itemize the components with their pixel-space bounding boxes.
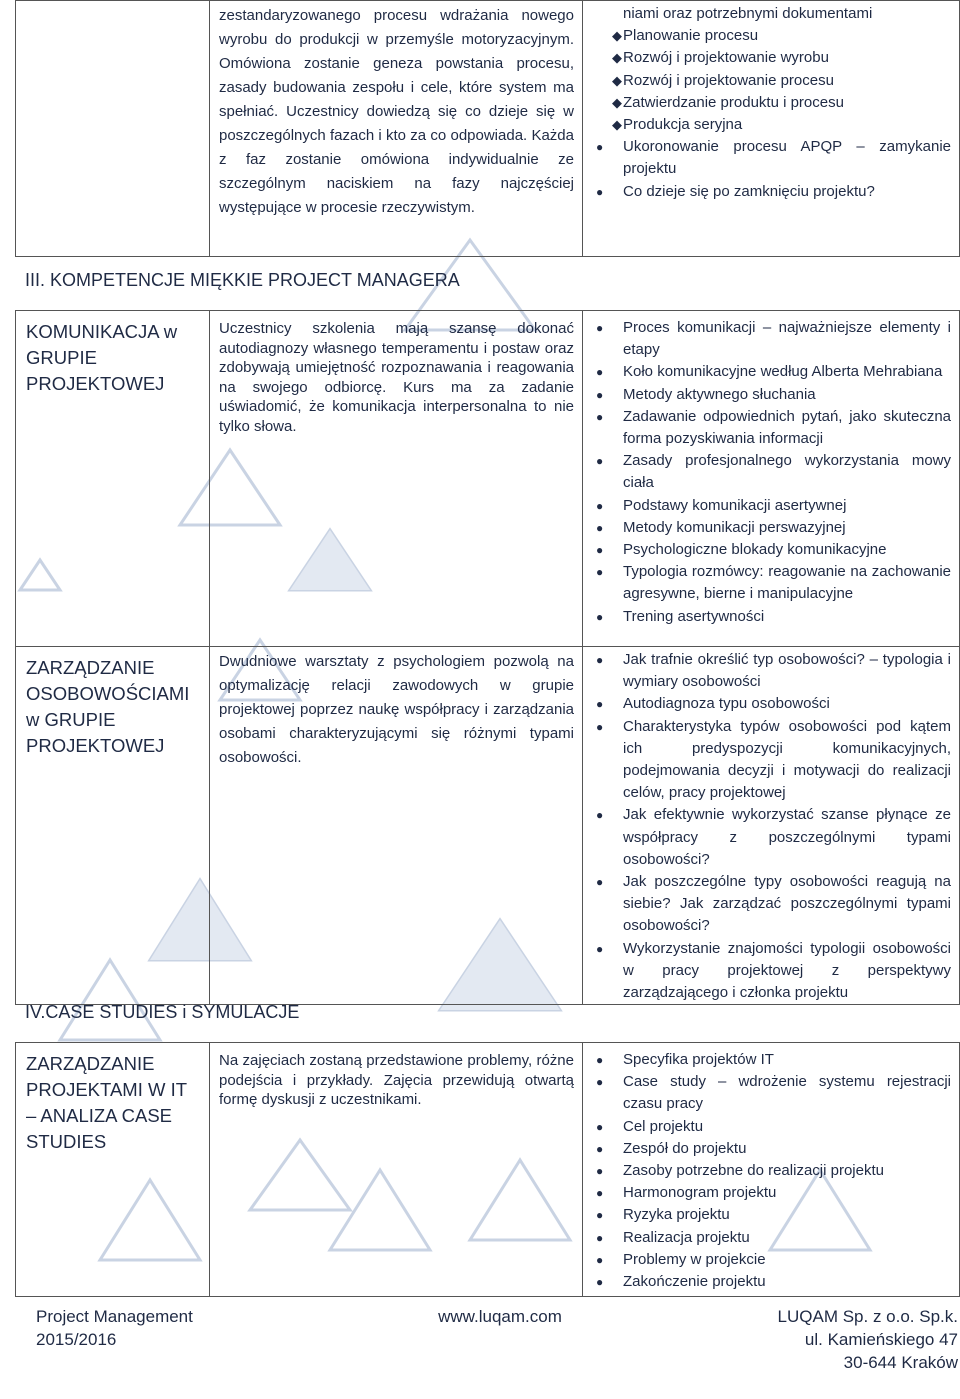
- bullet-icon: ●: [596, 697, 604, 712]
- topic-osobowosci: ZARZĄDZANIE OSOBOWOŚCIAMI w GRUPIE PROJEKTOWEJ: [26, 657, 190, 756]
- list-item: [583, 317, 951, 361]
- list-item: [583, 1249, 951, 1271]
- list-item: [583, 1116, 951, 1138]
- cell-description: [210, 647, 583, 1005]
- bullet-icon: ●: [596, 565, 604, 580]
- bullet-icon: ●: [596, 409, 604, 424]
- description-osobowosci: Dwudniowe warsztaty z psychologiem pozwolą na optymalizację relacji zawodowych w grupie projektowej poprzez naukę współpracy i zarządzania osobami charakteryzującymi się różnymi typami osobowości.: [219, 653, 574, 766]
- footer-center: [400, 1305, 600, 1328]
- bullet-icon: ●: [596, 875, 604, 890]
- top-subitems-list: [583, 25, 959, 136]
- list-item: [583, 406, 951, 450]
- list-item-text: Zadawanie odpowiednich pytań, jako skuteczna forma pozyskiwania informacji: [623, 407, 951, 448]
- list-item: [583, 1138, 951, 1160]
- bullet-icon: ●: [596, 1164, 604, 1179]
- list-item: [583, 561, 951, 605]
- footer-street: ul. Kamieńskiego 47: [804, 1330, 958, 1349]
- bullet-icon: ●: [596, 609, 604, 624]
- list-item-text: Typologia rozmówcy: reagowanie na zachowanie agresywne, bierne i manipulacyjne: [623, 563, 951, 603]
- items-osobowosci: [583, 647, 959, 1004]
- cell-description: [210, 311, 583, 647]
- list-item: [583, 361, 951, 383]
- top-lead-text: niami oraz potrzebnymi dokumentami: [623, 5, 873, 22]
- footer-right: [700, 1305, 958, 1374]
- bullet-icon: ●: [596, 1208, 604, 1223]
- list-item: [583, 1271, 951, 1293]
- list-item: [583, 693, 951, 715]
- list-item-text: Ukoronowanie procesu APQP – zamykanie projektu: [623, 138, 951, 178]
- bullet-icon: ●: [596, 543, 604, 558]
- cell-description: [210, 1043, 583, 1297]
- bullet-icon: ●: [596, 520, 604, 535]
- list-item-text: Metody komunikacji perswazyjnej: [623, 518, 846, 536]
- list-item: [583, 114, 951, 136]
- section-heading-iv: IV.CASE STUDIES i SYMULACJE: [25, 1002, 300, 1022]
- diamond-bullet-icon: ◆: [612, 117, 622, 133]
- section-heading-iii: III. KOMPETENCJE MIĘKKIE PROJECT MANAGERA: [25, 270, 460, 290]
- cell-topic: [16, 1043, 210, 1297]
- list-item: [583, 92, 951, 114]
- list-item-text: Jak trafnie określić typ osobowości? – typologia i wymiary osobowości: [623, 651, 951, 691]
- top-col1: [16, 1, 210, 257]
- list-item: [583, 1160, 951, 1182]
- footer-website-link[interactable]: www.luqam.com: [438, 1307, 562, 1326]
- list-item: [583, 136, 951, 180]
- bullet-icon: ●: [596, 387, 604, 402]
- list-item-text: Jak efektywnie wykorzystać szanse płynące ze współpracy z poszczególnymi typami osobowości?: [623, 806, 951, 868]
- section-iv-table: [15, 1042, 960, 1297]
- topic-it: ZARZĄDZANIE PROJEKTAMI W IT – ANALIZA CASE STUDIES: [26, 1053, 187, 1152]
- list-item: [583, 47, 951, 69]
- footer-left: [36, 1305, 236, 1351]
- bullet-icon: ●: [596, 454, 604, 469]
- cell-topic: [16, 647, 210, 1005]
- list-item-text: Koło komunikacyjne według Alberta Mehrabiana: [623, 363, 943, 381]
- list-item: [583, 517, 951, 539]
- description-komunikacja: Uczestnicy szkolenia mają szansę dokonać autodiagnozy własnego temperamentu i postaw oraz zdobywają umiejętność rozpoznawania i reagowania na swojego odbiorcę. Kurs ma za zadanie uświadomić, że komunikacja interpersonalna to nie tylko słowa.: [219, 320, 574, 435]
- description-it: Na zajęciach zostaną przedstawione problemy, różne podejścia i przykłady. Zajęcia przewidują otwartą formę dyskusji z uczestnikami.: [219, 1052, 574, 1108]
- list-item: [583, 1071, 951, 1115]
- list-item-text: Zakończenie projektu: [623, 1273, 766, 1291]
- list-item-text: Zasoby potrzebne do realizacji projektu: [623, 1162, 884, 1180]
- list-item: [583, 384, 951, 406]
- list-item: [583, 25, 951, 47]
- table-row: [16, 647, 960, 1005]
- diamond-bullet-icon: ◆: [612, 72, 622, 88]
- list-item-text: Planowanie procesu: [623, 27, 759, 45]
- bullet-icon: ●: [596, 321, 604, 335]
- list-item-text: Co dzieje się po zamknięciu projektu?: [623, 182, 875, 200]
- footer-project-management: Project Management: [36, 1307, 193, 1326]
- list-item: [583, 716, 951, 805]
- list-item-text: Harmonogram projektu: [623, 1184, 777, 1202]
- bullet-icon: ●: [596, 1230, 604, 1245]
- list-item-text: Produkcja seryjna: [623, 116, 743, 134]
- bullet-icon: ●: [596, 1141, 604, 1156]
- list-item: [583, 539, 951, 561]
- list-item-text: Rozwój i projektowanie procesu: [623, 71, 834, 89]
- bullet-icon: ●: [596, 719, 604, 734]
- list-item-text: Ryzyka projektu: [623, 1206, 730, 1224]
- list-item-text: Realizacja projektu: [623, 1228, 750, 1246]
- top-items-list: [583, 136, 959, 203]
- bullet-icon: ●: [596, 1075, 604, 1090]
- bullet-icon: ●: [596, 140, 604, 155]
- list-item-text: Zatwierdzanie produktu i procesu: [623, 93, 844, 111]
- list-item: [583, 1204, 951, 1226]
- table-row: [16, 1043, 960, 1297]
- list-item-text: Zespół do projektu: [623, 1139, 747, 1157]
- list-item-text: Metody aktywnego słuchania: [623, 385, 816, 403]
- bullet-icon: ●: [596, 653, 604, 667]
- top-col3: [583, 1, 960, 257]
- list-item-text: Case study – wdrożenie systemu rejestracji czasu pracy: [623, 1073, 951, 1113]
- list-item-text: Autodiagnoza typu osobowości: [623, 695, 830, 713]
- bullet-icon: ●: [596, 184, 604, 199]
- list-item: [583, 181, 951, 203]
- list-item: [583, 495, 951, 517]
- diamond-bullet-icon: ◆: [612, 28, 622, 44]
- list-item: [583, 871, 951, 938]
- list-item: [583, 649, 951, 693]
- list-item-text: Psychologiczne blokady komunikacyjne: [623, 541, 887, 559]
- list-item-text: Podstawy komunikacji asertywnej: [623, 496, 847, 514]
- items-it: [583, 1043, 959, 1293]
- section-iii-table: [15, 310, 960, 1005]
- list-item-text: Proces komunikacji – najważniejsze elementy i etapy: [623, 319, 951, 359]
- items-komunikacja: [583, 311, 959, 628]
- list-item-text: Rozwój i projektowanie wyrobu: [623, 49, 829, 67]
- bullet-icon: ●: [596, 1186, 604, 1201]
- list-item: [583, 70, 951, 92]
- footer-city: 30-644 Kraków: [843, 1353, 958, 1372]
- list-item: [583, 606, 951, 628]
- list-item: [583, 1227, 951, 1249]
- list-item: [583, 804, 951, 871]
- top-description: zestandaryzowanego procesu wdrażania nowego wyrobu do produkcji w przemyśle motoryzacyjnym. Omówiona zostanie geneza powstania procesu, zasady budowania zespołu i cele, które system ma spełniać. Uczestnicy dowiedzą się co dzieje się w poszczególnych fazach i kto za co odpowiada. Każda z faz zostanie omówiona indywidualnie ze szczególnym naciskiem na fazy najczęściej występujące w procesie rzeczywistym.: [219, 7, 574, 216]
- footer-company: LUQAM Sp. z o.o. Sp.k.: [777, 1307, 958, 1326]
- topic-komunikacja: KOMUNIKACJA w GRUPIE PROJEKTOWEJ: [26, 321, 178, 394]
- bullet-icon: ●: [596, 1119, 604, 1134]
- list-item-text: Jak poszczególne typy osobowości reagują na siebie? Jak zarządzać poszczególnymi typami osobowości?: [623, 873, 951, 935]
- bullet-icon: ●: [596, 365, 604, 380]
- list-item-text: Zasady profesjonalnego wykorzystania mowy ciała: [623, 452, 951, 492]
- bullet-icon: ●: [596, 1252, 604, 1267]
- list-item-text: Problemy w projekcie: [623, 1250, 766, 1268]
- top-col2: [210, 1, 583, 257]
- table-row: [16, 311, 960, 647]
- list-item-text: Specyfika projektów IT: [623, 1051, 774, 1068]
- cell-items: [583, 311, 960, 647]
- cell-topic: [16, 311, 210, 647]
- bullet-icon: ●: [596, 498, 604, 513]
- bullet-icon: ●: [596, 1275, 604, 1290]
- list-item: [583, 450, 951, 494]
- list-item-text: Trening asertywności: [623, 607, 765, 625]
- bullet-icon: ●: [596, 808, 604, 823]
- top-table: [15, 0, 960, 257]
- list-item: [583, 1182, 951, 1204]
- bullet-icon: ●: [596, 1053, 604, 1067]
- list-item: [583, 938, 951, 1005]
- bullet-icon: ●: [596, 941, 604, 956]
- cell-items: [583, 647, 960, 1005]
- list-item-text: Cel projektu: [623, 1117, 704, 1135]
- diamond-bullet-icon: ◆: [612, 50, 622, 66]
- cell-items: [583, 1043, 960, 1297]
- diamond-bullet-icon: ◆: [612, 94, 622, 110]
- footer-year: 2015/2016: [36, 1330, 117, 1349]
- list-item-text: Charakterystyka typów osobowości pod kątem ich predyspozycji komunikacyjnych, podejmowania decyzji i motywacji do realizacji celów, pracy projektowej: [623, 717, 951, 802]
- list-item: [583, 1049, 951, 1071]
- list-item-text: Wykorzystanie znajomości typologii osobowości w pracy projektowej z perspektywy zarządzającego i członka projektu: [623, 939, 951, 1002]
